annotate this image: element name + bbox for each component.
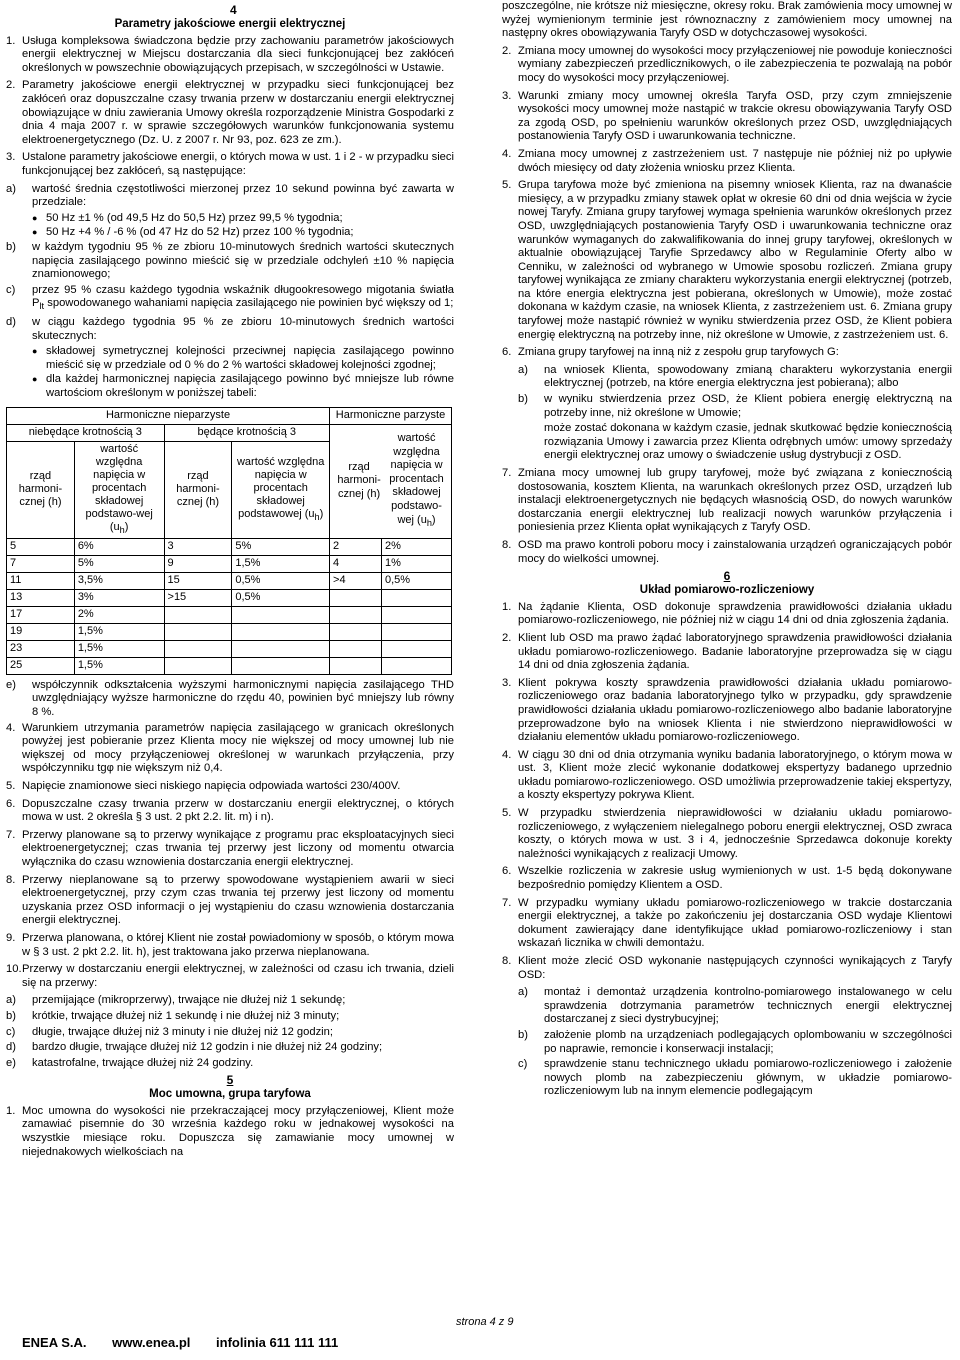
para-5-6-conclusion: może zostać dokonana w każdym czasie, jednak skutkować będzie koniecznością rozwiązania Umowy i zawarcia przez Klienta odrębnych umów: umowy sprzedaży energii elektrycznej oraz umowy o świadczenie usług dystrybucji z OSD. — [544, 422, 952, 462]
table-cell: 11 — [7, 572, 75, 589]
para-5-6-a: a) na wniosek Klienta, spowodowany zmianą charakteru wykorzystania energii elektrycznej (potrzeb, na które energia elektryczna jest pobierana); albo — [518, 363, 952, 390]
item-d-bullet-1: ● składowej symetrycznej kolejności przeciwnej napięcia zasilającego powinno mieścić się w przedziale od 0 % do 2 % wartości składowej kolejności zgodnej; — [32, 345, 454, 371]
para-4-5: 5. Napięcie znamionowe sieci niskiego napięcia odpowiada wartości 230/400V. — [6, 780, 401, 793]
item-d: d) w ciągu każdego tygodnia 95 % ze zbioru 10-minutowych średnich wartości skutecznych: — [6, 316, 454, 342]
table-cell — [330, 589, 382, 606]
header-multiple-3: będące krotnością 3 — [164, 424, 330, 441]
item-c: c) przez 95 % czasu każdego tygodnia wskaźnik długookresowego migotania światła $P_{lt}$ spowodowanego wahaniami napięcia zasilającego nie powinien być większy od 1; — [6, 283, 454, 312]
table-cell — [330, 606, 382, 623]
para-5-3: 3. Warunki zmiany mocy umownej określa Taryfa OSD, przy czym zmniejszenie wysokości mocy umownej może nastąpić w trakcie okresu obowiązywania Taryfy OSD za zgodą OSD, po spełnieniu warunków określonych przez OSD, uwzględniających postanowienia Taryfy OSD i uwarunkowania techniczne. — [502, 89, 952, 143]
table-cell — [382, 657, 452, 674]
table-cell: 1,5% — [232, 555, 330, 572]
table-cell: >15 — [164, 589, 232, 606]
table-cell: 0,5% — [232, 572, 330, 589]
table-cell: 0,5% — [232, 589, 330, 606]
para-6-7: 7. W przypadku wymiany układu pomiarowo-rozliczeniowego w trakcie dostarczania energii elektrycznej, a także po zakończeniu jej dostarczania OSD wydaje Klientowi dokument zawierający dane identyfikujące układ pomiarowo-rozliczeniowy i stan wskazań licznika w chwili demontażu. — [502, 896, 952, 950]
para-5-4: 4. Zmiana mocy umownej z zastrzeżeniem ust. 7 następuje nie później niż po upływie dwóch miesięcy od daty złożenia wniosku przez Klienta. — [502, 147, 952, 174]
header-even: Harmoniczne parzyste — [330, 407, 452, 424]
table-cell: 1% — [382, 555, 452, 572]
break-type-e: e) katastrofalne, trwające dłużej niż 24 godziny. — [6, 1056, 254, 1069]
break-type-a: a) przemijające (mikroprzerwy), trwające nie dłużej niż 1 sekundę; — [6, 994, 346, 1007]
table-cell: 5 — [7, 538, 75, 555]
table-cell: >4 — [330, 572, 382, 589]
break-type-b: b) krótkie, trwające dłużej niż 1 sekundę i nie dłużej niż 3 minuty; — [6, 1009, 340, 1022]
table-row — [7, 657, 452, 674]
table-cell: 2 — [330, 538, 382, 555]
table-cell — [382, 640, 452, 657]
table-cell: 6% — [74, 538, 164, 555]
section-5-number: 5 — [226, 1073, 234, 1088]
table-cell: 4 — [330, 555, 382, 572]
section-6-number: 6 — [723, 569, 731, 584]
para-4-2: 2. Parametry jakościowe energii elektrycznej w przypadku sieci funkcjonującej bez zakłóceń oraz dopuszczalne czasy trwania przerw w dostarczaniu energii elektrycznej obowiązujące w dniu zawierania Umowy określa rozporządzenie Ministra Gospodarki z dnia 4 maja 2007 r. w sprawie szczegółowych warunków funkcjonowania systemu elektroenergetycznego (Dz. U. z 2007 r. Nr 93, poz. 623 ze zm.). — [6, 79, 454, 146]
item-a: a) wartość średnia częstotliwości mierzonej przez 10 sekund powinna być zawarta w przedziale: — [6, 182, 454, 209]
break-type-d: d) bardzo długie, trwające dłużej niż 12 godzin i nie dłużej niż 24 godziny; — [6, 1041, 383, 1054]
table-cell: 7 — [7, 555, 75, 572]
para-5-1: 1. Moc umowna do wysokości nie przekraczającej mocy przyłączeniowej, Klient może zamawiać pisemnie do 30 września każdego roku w jednakowej wysokości na wszystkie miesiące roku. Dopuszcza się zamawianie mocy umownej w niejednakowych wielkościach na — [6, 1104, 454, 1158]
left-column — [6, 3, 454, 1163]
para-4-6: 6. Dopuszczalne czasy trwania przerw w dostarczaniu energii elektrycznej, o których mowa w ust. 2 określa § 3 ust. 2 pkt 2.2. lit. m) i n). — [6, 797, 454, 824]
col-order-2: rząd harmoni-cznej (h) — [164, 441, 232, 538]
table-row — [7, 538, 452, 555]
table-cell: 13 — [7, 589, 75, 606]
page-number-label: strona 4 z 9 — [456, 1316, 514, 1328]
table-cell: 2% — [382, 538, 452, 555]
table-cell: 5% — [74, 555, 164, 572]
table-cell: 25 — [7, 657, 75, 674]
para-5-8: 8. OSD ma prawo kontroli poboru mocy i zainstalowania urządzeń ograniczających pobór mocy do wielkości umownej. — [502, 538, 952, 565]
bullet-icon: ● — [32, 374, 38, 385]
col-order-1: rząd harmoni-cznej (h) — [7, 441, 75, 538]
para-4-7: 7. Przerwy planowane są to przerwy wynikające z programu prac eksploatacyjnych sieci elektroenergetycznej; czas trwania tej przerwy jest liczony od momentu otwarcia wyłącznika do czasu wznowienia dostarczania energii elektrycznej. — [6, 828, 454, 868]
right-column — [502, 0, 952, 1101]
para-5-7: 7. Zmiana mocy umownej lub grupy taryfowej, może być związana z koniecznością dostosowania, kosztem Klienta, na warunkach określonych przez OSD, urządzeń lub instalacji elektroenergetycznych nie będących własnością OSD, do nowych warunków dostarczania energii elektrycznej lub realizacji nowych warunków przyłączenia i poniesienia przez Klienta opłat wynikających z Taryfy OSD. — [502, 467, 952, 534]
table-cell: 1,5% — [74, 623, 164, 640]
table-row — [7, 572, 452, 589]
item-b: b) w każdym tygodniu 95 % ze zbioru 10-minutowych średnich wartości skutecznych napięcia zasilającego powinno mieścić się w przedziale odchyleń ±10 % napięcia znamionowego; — [6, 240, 454, 281]
para-4-1: 1. Usługa kompleksowa świadczona będzie przy zachowaniu parametrów jakościowych energii elektrycznej w Miejscu dostarczania dla sieci funkcjonującej bez zakłóceń określonych w powszechnie obowiązujących przepisach, w szczególności w Ustawie. — [6, 34, 454, 74]
table-cell: 5% — [232, 538, 330, 555]
para-4-9: 9. Przerwa planowana, o której Klient nie został powiadomiony w sposób, o którym mowa w § 3 ust. 2 pkt 2.2. lit. h), jest traktowana jako przerwa nieplanowana. — [6, 931, 454, 958]
para-5-6: 6. Zmiana grupy taryfowej na inną niż z zespołu grup taryfowych G: — [502, 346, 839, 359]
table-row — [7, 555, 452, 572]
table-row — [7, 623, 452, 640]
item-a-bullet-1: ● 50 Hz ±1 % (od 49,5 Hz do 50,5 Hz) przez 99,5 % tygodnia; — [32, 211, 343, 224]
footer — [22, 1336, 360, 1350]
section-4-title: Parametry jakościowe energii elektrycznej — [114, 18, 346, 30]
para-4-3: 3. Ustalone parametry jakościowe energii, o których mowa w ust. 1 i 2 - w przypadku sieci funkcjonującej bez zakłóceń, są następujące: — [6, 151, 454, 177]
para-6-8-c: c) sprawdzenie stanu technicznego układu pomiarowo-rozliczeniowego i założenie nowych plomb na zabezpieczeniu głównym, w układzie pomiarowo-rozliczeniowym lub na innym elemencie podlegającym — [518, 1058, 952, 1098]
table-cell: 1,5% — [74, 640, 164, 657]
para-6-8-a: a) montaż i demontaż urządzenia kontrolno-pomiarowego instalowanego w celu sprawdzenia dotrzymania parametrów technicznych energii elektrycznej dostarczanej z sieci dystrybucyjnej; — [518, 986, 952, 1026]
para-5-1-continued: poszczególne, nie krótsze niż miesięczne, okresy roku. Brak zamówienia mocy umownej w wyżej wymienionym terminie jest równoznaczny z zamówieniem mocy umownej na następny okres obowiązywania Taryfy OSD w dotychczasowej wysokości. — [502, 0, 952, 40]
item-a-bullet-2: ● 50 Hz +4 % / -6 % (od 47 Hz do 52 Hz) przez 100 % tygodnia; — [32, 226, 354, 239]
table-cell: 3% — [74, 589, 164, 606]
table-cell: 19 — [7, 623, 75, 640]
para-4-8: 8. Przerwy nieplanowane są to przerwy spowodowane wystąpieniem awarii w sieci elektroenergetycznej, przy czym czas trwania tej przerwy jest liczony od momentu uzyskania przez OSD informacji o jej wystąpieniu do czasu wznowienia dostarczania energii elektrycznej. — [6, 873, 454, 927]
table-row — [7, 640, 452, 657]
table-cell: 9 — [164, 555, 232, 572]
break-type-c: c) długie, trwające dłużej niż 3 minuty i nie dłużej niż 12 godzin; — [6, 1025, 333, 1038]
para-5-6-b: b) w wyniku stwierdzenia przez OSD, że Klient pobiera energię elektryczną na potrzeby inne, niż określone w Umowie; — [518, 393, 952, 419]
para-6-3: 3. Klient pokrywa koszty sprawdzenia prawidłowości działania układu pomiarowo-rozliczeniowego oraz badania laboratoryjnego tylko w przypadku, gdy sprawdzenie prawidłowości działania układu pomiarowo-rozliczeniowego albo badanie laboratoryjne przeprowadzone było na wniosek Klienta i nie stwierdzono nieprawidłowości w działaniu elementów układu pomiarowo-rozliczeniowego. — [502, 676, 952, 744]
table-cell — [164, 640, 232, 657]
table-cell — [164, 623, 232, 640]
para-4-4: 4. Warunkiem utrzymania parametrów napięcia zasilającego w granicach określonych powyżej jest pobieranie przez Klienta mocy nie większej od mocy umownej lub nie większej od mocy przyłączeniowej określonej w warunkach przyłączenia, przy współczynniku tgφ nie większym niż 0,4. — [6, 721, 454, 775]
table-cell: 3,5% — [74, 572, 164, 589]
table-cell — [382, 623, 452, 640]
footer-hotline: infolinia 611 111 111 — [216, 1335, 339, 1350]
table-cell: 15 — [164, 572, 232, 589]
table-cell — [330, 657, 382, 674]
item-d-bullet-2: ● dla każdej harmonicznej napięcia zasilającego powinno być mniejsze lub równe wartościom określonym w poniższej tabeli: — [32, 373, 454, 400]
table-cell: 17 — [7, 606, 75, 623]
table-cell — [232, 623, 330, 640]
footer-company: ENEA S.A. — [22, 1335, 87, 1350]
section-6-title: Układ pomiarowo-rozliczeniowy — [639, 584, 815, 597]
col-value-2: wartość względna napięcia w procentach składowej podstawowej $(u_h)$ — [232, 441, 330, 538]
para-6-4: 4. W ciągu 30 dni od dnia otrzymania wyniku badania laboratoryjnego, o którym mowa w ust. 3, Klient może zlecić wykonanie dodatkowej ekspertyzy badanego uprzednio układu pomiarowo-rozliczeniowego. OSD umożliwia przeprowadzenie takiej ekspertyzy, a koszty ekspertyzy pokrywa Klient. — [502, 748, 952, 802]
harmonics-table: Harmoniczne nieparzyste Harmoniczne parzyste niebędące krotnością 3 będące krotnością 3 rząd harmoni-cznej (h) wartość względna napięcia w procentach składowej podstawo-wej $(u_h)$ rząd harmoni-cznej (h) wartość względna napięcia w procentach składowej podstawo-wej $(u_h)$ rząd harmoni-cznej (h) wartość względna napięcia w procentach składowej podstawowej $(u_h)$ 5 6% 3 5% 2 2% 7 5% 9 1,5% 4 1% 11 3,5% 15 0,5% >4 0,5% 13 3% >15 0,5% 17 2% 19 1,5% 23 1,5% 25 1,5% — [6, 407, 452, 675]
table-cell: 23 — [7, 640, 75, 657]
para-5-5: 5. Grupa taryfowa może być zmieniona na pisemny wniosek Klienta, raz na dwanaście miesięcy, a w przypadku zmiany stawek opłat w okresie 60 dni od dnia wejścia w życie nowej Taryfy. Zmiana grupy taryfowej wymaga spełnienia warunków określonych przez OSD, uwzględniających postanowienia Taryfy OSD i uwarunkowania techniczne oraz warunków wymaganych do zakwalifikowania do innej grupy taryfowej, określonych w aktualnie obowiązującej Taryfie Sprzedawcy albo w Regulaminie Oferty albo w Cenniku, w zależności od wybranego w Umowie sposobu rozliczeń. Zmiana grupy taryfowej wynikająca ze zmiany charakteru wykorzystania energii elektrycznej (potrzeb, na które energia elektryczna jest pobierana, określonych w Umowie), może zostać dokonana w każdym czasie, na wniosek Klienta, z zastrzeżeniem ust. 6. Zmiana grupy taryfowej może nastąpić również w wyniku stwierdzenia przez OSD, że Klient pobiera energię elektryczną na potrzeby inne, niż określone w Umowie, z zastrzeżeniem ust. 6. — [502, 179, 952, 341]
table-cell — [232, 657, 330, 674]
table-cell — [382, 606, 452, 623]
table-cell: 2% — [74, 606, 164, 623]
header-not-multiple-3: niebędące krotnością 3 — [7, 424, 165, 441]
header-odd: Harmoniczne nieparzyste — [7, 407, 330, 424]
footer-website-link[interactable]: www.enea.pl — [112, 1335, 191, 1350]
para-5-2: 2. Zmiana mocy umownej do wysokości mocy przyłączeniowej nie powoduje konieczności wymiany zabezpieczeń przedlicznikowych, o ile zabezpieczenia te pozwalają na pobór mocy do wysokości mocy przyłączeniowej. — [502, 44, 952, 84]
para-4-10: 10. Przerwy w dostarczaniu energii elektrycznej, w zależności od czasu ich trwania, dzieli się na przerwy: — [6, 963, 454, 989]
table-cell: 1,5% — [74, 657, 164, 674]
table-cell — [330, 640, 382, 657]
table-cell — [382, 589, 452, 606]
bullet-icon: ● — [32, 227, 38, 238]
page-top-number: 4 — [230, 3, 237, 17]
col-value-1: wartość względna napięcia w procentach składowej podstawo-wej $(u_h)$ — [74, 441, 164, 538]
item-e: e) współczynnik odkształcenia wyższymi harmonicznymi napięcia zasilającego THD uwzględniający wyższe harmoniczne do rzędu 40, powinien być mniejszy lub równy 8 %. — [6, 678, 454, 719]
table-cell — [232, 640, 330, 657]
table-cell — [164, 606, 232, 623]
para-6-5: 5. W przypadku stwierdzenia nieprawidłowości w działaniu układu pomiarowo-rozliczeniowego, z wyłączeniem nielegalnego poboru energii elektrycznej, OSD zwraca koszty, o których mowa w ust. 3 i 4, jednocześnie Sprzedawca dokonuje korekty należności wynikających z realizacji Umowy. — [502, 807, 952, 860]
table-cell — [164, 657, 232, 674]
table-row — [7, 589, 452, 606]
section-5-title: Moc umowna, grupa taryfowa — [149, 1088, 311, 1101]
para-6-8-b: b) założenie plomb na urządzeniach podlegających oplombowaniu w szczególności po naprawie, remoncie i konserwacji instalacji; — [518, 1028, 952, 1055]
para-6-6: 6. Wszelkie rozliczenia w zakresie usług wymienionych w ust. 1-5 będą dokonywane bezpośrednio pomiędzy Klientem a OSD. — [502, 865, 952, 892]
table-cell: 3 — [164, 538, 232, 555]
bullet-icon: ● — [32, 346, 38, 357]
table-cell: 0,5% — [382, 572, 452, 589]
para-6-1: 1. Na żądanie Klienta, OSD dokonuje sprawdzenia prawidłowości działania układu pomiarowo-rozliczeniowego, nie później niż w ciągu 14 dni od dnia zgłoszenia żądania. — [502, 600, 952, 627]
para-6-2: 2. Klient lub OSD ma prawo żądać laboratoryjnego sprawdzenia prawidłowości działania układu pomiarowo-rozliczeniowego. Badanie laboratoryjne przeprowadza się w ciągu 14 dni od dnia zgłoszenia żądania. — [502, 631, 952, 672]
table-cell — [232, 606, 330, 623]
para-6-8: 8. Klient może zlecić OSD wykonanie następujących czynności wynikających z Taryfy OSD: — [502, 955, 952, 981]
table-cell — [330, 623, 382, 640]
bullet-icon: ● — [32, 212, 38, 223]
table-row — [7, 606, 452, 623]
